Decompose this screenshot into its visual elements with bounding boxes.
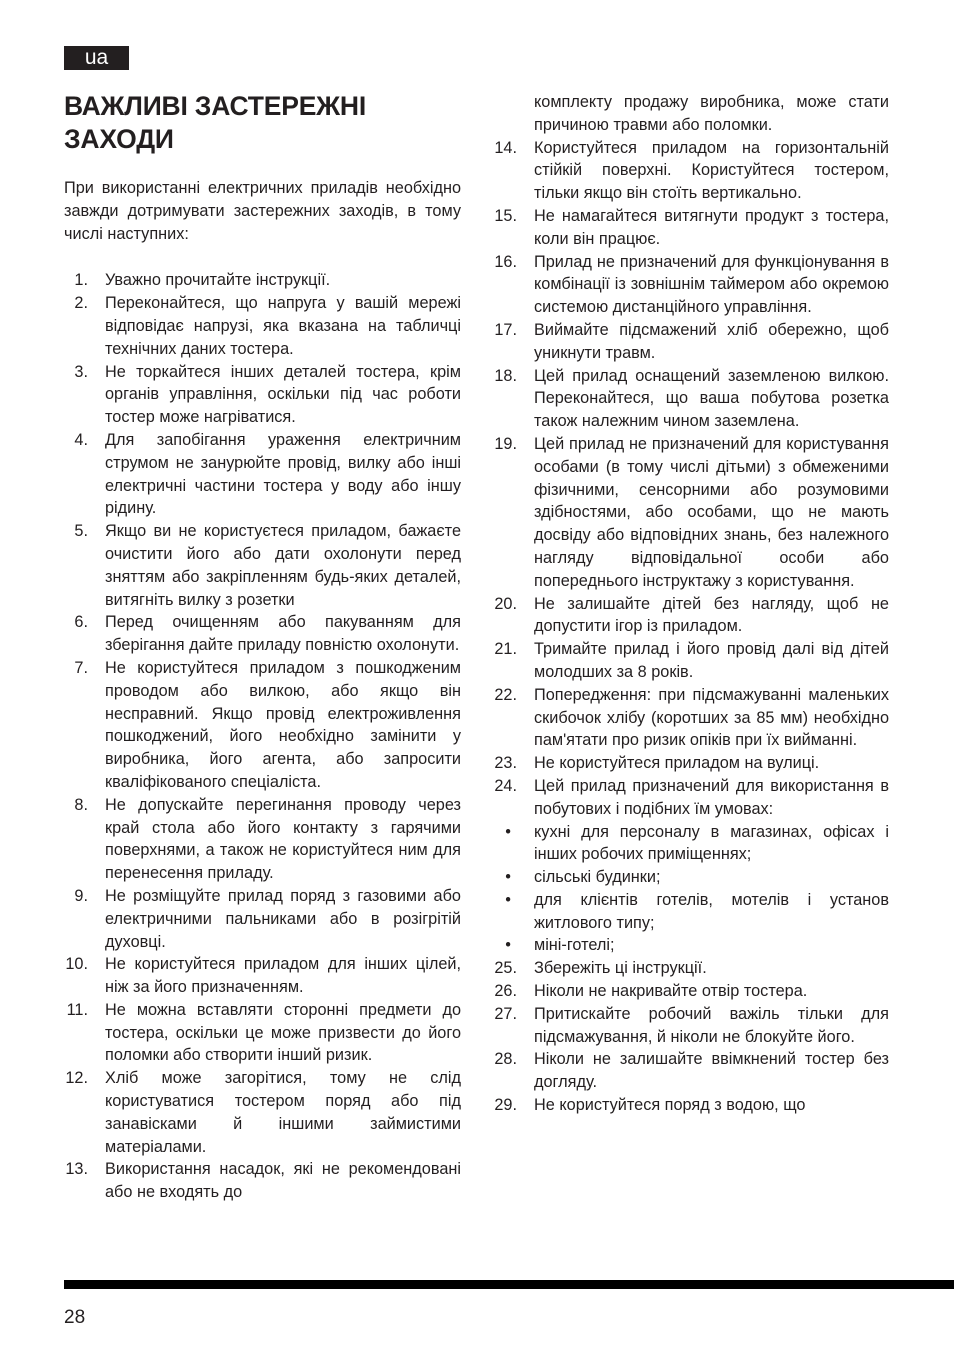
item-number: 10. bbox=[65, 955, 88, 974]
item-number: 4. bbox=[74, 430, 88, 449]
item-text: Не користуйтеся поряд з водою, що bbox=[534, 1096, 806, 1115]
item-text: міні-готелі; bbox=[534, 936, 615, 955]
item-text: Не намагайтеся витягнути продукт з тостера, коли він працює. bbox=[534, 206, 889, 248]
list-item bbox=[64, 361, 461, 429]
right-column bbox=[491, 91, 889, 1117]
item-text: Використання насадок, які не рекомендовані або не входять до bbox=[105, 1160, 461, 1202]
item-text: Переконайтеся, що напруга у вашій мережі відповідає напрузі, яка вказана на табличці технічних даних тостера. bbox=[105, 294, 461, 358]
item-text: кухні для персоналу в магазинах, офісах і інших робочих приміщеннях; bbox=[534, 822, 889, 864]
list-item bbox=[491, 433, 889, 593]
item-text: Для запобігання ураження електричним струмом не занурюйте провід, вилку або інші електричні частини тостера у воду або іншу рідину. bbox=[105, 430, 461, 518]
page-title bbox=[64, 90, 464, 156]
list-item bbox=[491, 593, 889, 639]
item-number: 16. bbox=[494, 252, 517, 271]
item-text: Виймайте підсмажений хліб обережно, щоб уникнути травм. bbox=[534, 320, 889, 362]
list-item bbox=[491, 684, 889, 752]
item-number: 24. bbox=[494, 776, 517, 795]
bullet-item bbox=[491, 934, 889, 957]
title-line-2: ЗАХОДИ bbox=[64, 124, 174, 154]
list-item bbox=[64, 953, 461, 999]
list-item bbox=[491, 1003, 889, 1049]
bullet-marker: • bbox=[505, 936, 511, 955]
item-number: 19. bbox=[494, 434, 517, 453]
item-text: Не користуйтеся приладом для інших цілей, ніж за його призначенням. bbox=[105, 955, 461, 997]
list-item bbox=[491, 365, 889, 433]
item-text: Цей прилад оснащений заземленою вилкою. Переконайтеся, що ваша побутова розетка також належним чином заземлена. bbox=[534, 366, 889, 431]
item-number: 9. bbox=[74, 886, 88, 905]
list-item bbox=[64, 1067, 461, 1158]
bullet-item bbox=[491, 889, 889, 935]
item-number: 7. bbox=[74, 658, 88, 677]
list-item bbox=[64, 611, 461, 657]
item-number: 2. bbox=[74, 294, 88, 313]
list-item bbox=[491, 1048, 889, 1094]
item-text: Хліб може загорітися, тому не слід користуватися тостером поряд або під занавісками й іншими займистими матеріалами. bbox=[105, 1069, 461, 1156]
list-item bbox=[64, 794, 461, 885]
language-badge: ua bbox=[64, 46, 129, 70]
item-number: 18. bbox=[494, 366, 517, 385]
list-item bbox=[64, 520, 461, 611]
item-number: 27. bbox=[494, 1004, 517, 1023]
list-item bbox=[491, 319, 889, 365]
item-number: 26. bbox=[494, 982, 517, 1001]
item-text: Притискайте робочий важіль тільки для підсмажування, й ніколи не блокуйте його. bbox=[534, 1004, 889, 1046]
item-text: Перед очищенням або пакуванням для зберігання дайте приладу повністю охолонути. bbox=[105, 613, 461, 655]
continued-item-text: комплекту продажу виробника, може стати причиною травми або поломки. bbox=[534, 93, 889, 134]
item-number: 28. bbox=[494, 1050, 517, 1069]
bullet-marker: • bbox=[505, 868, 511, 887]
left-instruction-list bbox=[64, 269, 461, 1204]
item-text: Не користуйтеся приладом на вулиці. bbox=[534, 754, 820, 773]
item-number: 15. bbox=[494, 206, 517, 225]
item-text: Не розміщуйте прилад поряд з газовими або електричними пальниками або в розігрітій духовці. bbox=[105, 886, 461, 951]
page-number: 28 bbox=[64, 1307, 86, 1328]
item-text: Цей прилад не призначений для користування особами (в тому числі дітьми) з обмеженими фізичними, сенсорними або розумовими здібностями, або особами, що не мають досвіду або відповідних знань, без належного нагляду відповідальної особи або попереднього інструктажу з користування. bbox=[534, 434, 889, 590]
item-text: сільські будинки; bbox=[534, 868, 661, 887]
bullet-marker: • bbox=[505, 890, 511, 909]
item-number: 1. bbox=[74, 271, 88, 290]
item-number: 23. bbox=[494, 754, 517, 773]
item-text: Уважно прочитайте інструкції. bbox=[105, 271, 331, 290]
item-text: Не можна вставляти сторонні предмети до тостера, оскільки це може призвести до його поломки або створити інший ризик. bbox=[105, 1000, 461, 1065]
item-number: 13. bbox=[65, 1160, 88, 1179]
title-line-1: ВАЖЛИВІ ЗАСТЕРЕЖНІ bbox=[64, 91, 367, 121]
list-item bbox=[64, 657, 461, 794]
item-text: Ніколи не залишайте ввімкнений тостер без догляду. bbox=[534, 1050, 889, 1092]
item-text: Цей прилад призначений для використання в побутових і подібних їм умовах: bbox=[534, 776, 889, 818]
item-text: Прилад не призначений для функціонування в комбінації із зовнішнім таймером або окремою системою дистанційного управління. bbox=[534, 252, 889, 317]
intro-paragraph: При використанні електричних приладів необхідно завжди дотримувати застережних заходів, в тому числі наступних: bbox=[64, 179, 461, 243]
item-number: 21. bbox=[494, 640, 517, 659]
item-text: Попередження: при підсмажуванні маленьких скибочок хлібу (коротших за 85 мм) необхідно пам'ятати про ризик опіків при їх вийманні. bbox=[534, 685, 889, 750]
item-number: 11. bbox=[66, 1000, 88, 1019]
item-number: 8. bbox=[74, 795, 88, 814]
list-item bbox=[491, 137, 889, 205]
item-text: Не користуйтеся приладом з пошкодженим проводом або вилкою, або якщо він несправний. Якщо провід електроживлення пошкоджений, його необхідно замінити у виробника, його агента, або запросити кваліфікованого спеціаліста. bbox=[105, 658, 461, 791]
item-number: 22. bbox=[494, 685, 517, 704]
item-text: Тримайте прилад і його провід далі від дітей молодших за 8 років. bbox=[534, 640, 889, 681]
left-column bbox=[64, 177, 461, 1204]
item-number: 6. bbox=[74, 613, 88, 632]
list-item bbox=[491, 205, 889, 251]
list-item bbox=[64, 999, 461, 1067]
list-item bbox=[491, 980, 889, 1003]
item-text: Збережіть ці інструкції. bbox=[534, 959, 707, 978]
bullet-item bbox=[491, 866, 889, 889]
item-text: Не торкайтеся інших деталей тостера, крім органів управління, оскільки під час роботи тостер може нагріватися. bbox=[105, 362, 461, 427]
list-item bbox=[491, 638, 889, 684]
list-item bbox=[64, 429, 461, 520]
item-number: 14. bbox=[494, 138, 517, 157]
list-item bbox=[64, 292, 461, 360]
item-number: 29. bbox=[494, 1096, 517, 1115]
item-text: Користуйтеся приладом на горизонтальній стійкій поверхні. Користуйтеся тостером, тільки якщо він стоїть вертикально. bbox=[534, 138, 889, 203]
list-item bbox=[491, 775, 889, 821]
bullet-item bbox=[491, 821, 889, 867]
item-text: Не залишайте дітей без нагляду, щоб не допустити ігор із приладом. bbox=[534, 594, 889, 636]
list-item bbox=[491, 752, 889, 775]
list-item bbox=[64, 269, 461, 292]
list-item bbox=[491, 957, 889, 980]
item-text: Якщо ви не користуєтеся приладом, бажаєте очистити його або дати охолонути перед зняттям або закріпленням будь-яких деталей, витягніть вилку з розетки bbox=[105, 522, 461, 609]
item-number: 5. bbox=[74, 522, 88, 541]
item-number: 12. bbox=[65, 1069, 88, 1088]
item-number: 25. bbox=[494, 959, 517, 978]
list-item bbox=[491, 251, 889, 319]
footer-rule bbox=[64, 1280, 954, 1289]
item-number: 20. bbox=[494, 594, 517, 613]
item-text: Не допускайте перегинання проводу через край стола або його контакту з гарячими поверхнями, а також не користуйтеся ним для перенесення приладу. bbox=[105, 795, 461, 883]
item-number: 3. bbox=[74, 362, 88, 381]
list-item bbox=[491, 1094, 889, 1117]
item-text: Ніколи не накривайте отвір тостера. bbox=[534, 982, 808, 1001]
list-item bbox=[64, 1158, 461, 1204]
right-instruction-list bbox=[491, 137, 889, 1117]
list-item bbox=[64, 885, 461, 953]
bullet-marker: • bbox=[505, 822, 511, 841]
item-number: 17. bbox=[494, 320, 517, 339]
item-text: для клієнтів готелів, мотелів і установ житлового типу; bbox=[534, 890, 889, 932]
